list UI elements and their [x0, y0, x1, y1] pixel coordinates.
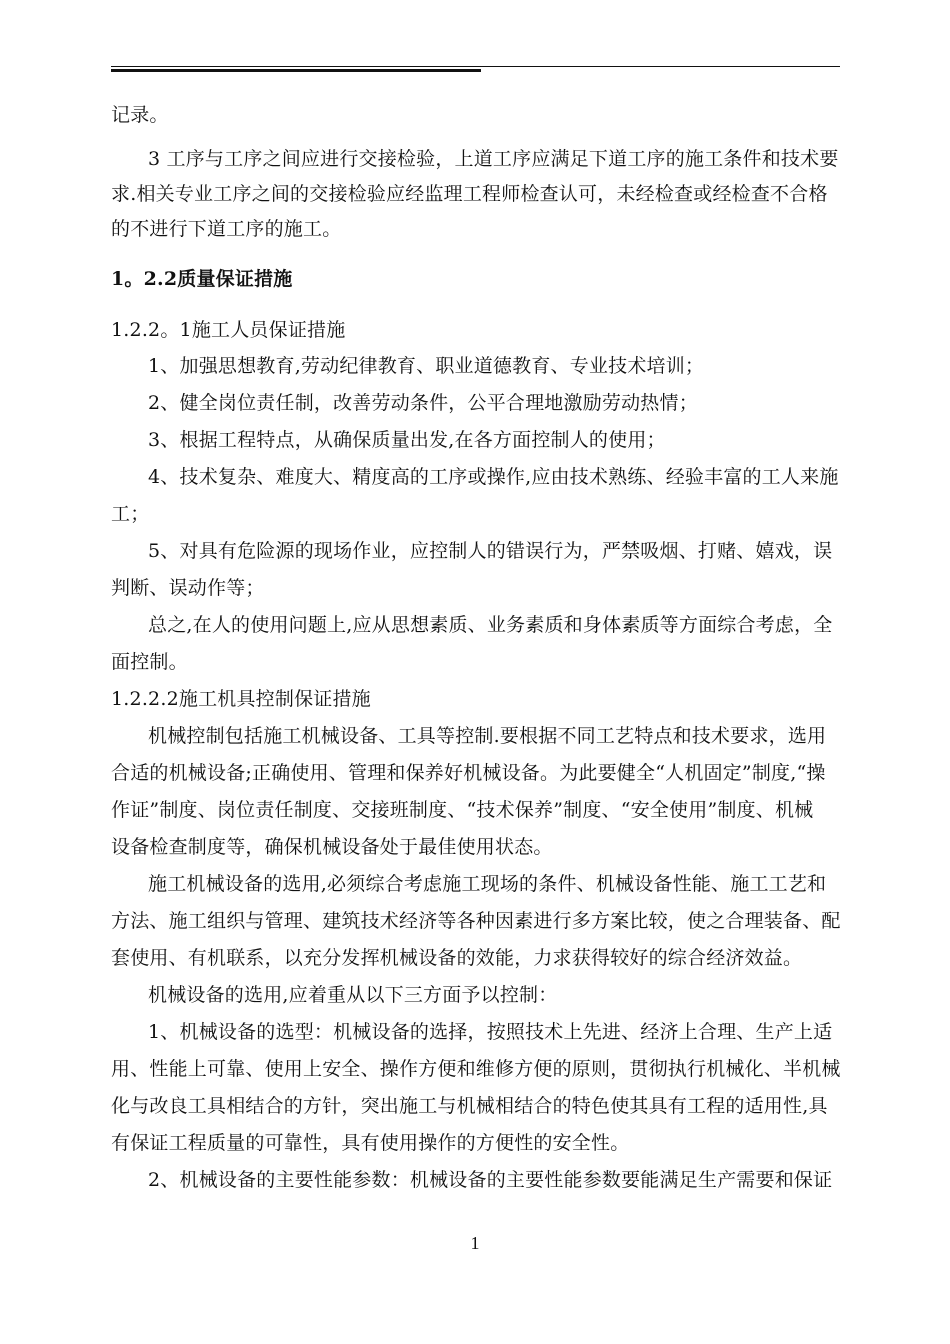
subsection-heading: 1.2.2.2施工机具控制保证措施: [111, 688, 371, 710]
text-line: 面控制。: [111, 651, 188, 673]
text-line: 作证”制度、岗位责任制度、交接班制度、“技术保养”制度、“安全使用”制度、机械: [111, 799, 814, 821]
text-line: 合适的机械设备;正确使用、管理和保养好机械设备。为此要健全“人机固定”制度,“操: [111, 762, 826, 784]
page-number: 1: [470, 1233, 480, 1253]
text-line: 3、根据工程特点，从确保质量出发,在各方面控制人的使用；: [148, 429, 666, 451]
text-line: 总之,在人的使用问题上,应从思想素质、业务素质和身体素质等方面综合考虑，全: [148, 614, 833, 636]
header-rule-thin: [111, 66, 840, 67]
text-line: 有保证工程质量的可靠性，具有使用操作的方便性的安全性。: [111, 1132, 630, 1154]
text-line: 2、机械设备的主要性能参数：机械设备的主要性能参数要能满足生产需要和保证: [148, 1169, 833, 1191]
text-line: 设备检查制度等，确保机械设备处于最佳使用状态。: [111, 836, 553, 858]
text-line: 记录。: [111, 104, 169, 126]
header-rule-thick: [111, 69, 481, 72]
subsection-heading: 1.2.2。1施工人员保证措施: [111, 319, 346, 341]
text-line: 2、健全岗位责任制，改善劳动条件，公平合理地激励劳动热情；: [148, 392, 698, 414]
text-line: 的不进行下道工序的施工。: [111, 218, 342, 240]
text-line: 机械设备的选用,应着重从以下三方面予以控制：: [148, 984, 558, 1006]
text-line: 求.相关专业工序之间的交接检验应经监理工程师检查认可，未经检查或经检查不合格: [111, 183, 828, 205]
text-line: 化与改良工具相结合的方针，突出施工与机械相结合的特色使其具有工程的适用性,具: [111, 1095, 828, 1117]
text-line: 机械控制包括施工机械设备、工具等控制.要根据不同工艺特点和技术要求，选用: [148, 725, 827, 747]
text-line: 套使用、有机联系，以充分发挥机械设备的效能，力求获得较好的综合经济效益。: [111, 947, 803, 969]
text-line: 1、机械设备的选型：机械设备的选择，按照技术上先进、经济上合理、生产上适: [148, 1021, 833, 1043]
text-line: 方法、施工组织与管理、建筑技术经济等各种因素进行多方案比较，使之合理装备、配: [111, 910, 841, 932]
text-line: 4、技术复杂、难度大、精度高的工序或操作,应由技术熟练、经验丰富的工人来施: [148, 466, 839, 488]
section-heading: 1。2.2质量保证措施: [111, 268, 293, 290]
text-line: 工；: [111, 503, 150, 525]
text-line: 3 工序与工序之间应进行交接检验，上道工序应满足下道工序的施工条件和技术要: [148, 148, 839, 170]
text-line: 判断、误动作等；: [111, 577, 265, 599]
text-line: 施工机械设备的选用,必须综合考虑施工现场的条件、机械设备性能、施工工艺和: [148, 873, 827, 895]
text-line: 用、性能上可靠、使用上安全、操作方便和维修方便的原则，贯彻执行机械化、半机械: [111, 1058, 841, 1080]
text-line: 5、对具有危险源的现场作业，应控制人的错误行为，严禁吸烟、打赌、嬉戏，误: [148, 540, 833, 562]
text-line: 1、加强思想教育,劳动纪律教育、职业道德教育、专业技术培训；: [148, 355, 705, 377]
